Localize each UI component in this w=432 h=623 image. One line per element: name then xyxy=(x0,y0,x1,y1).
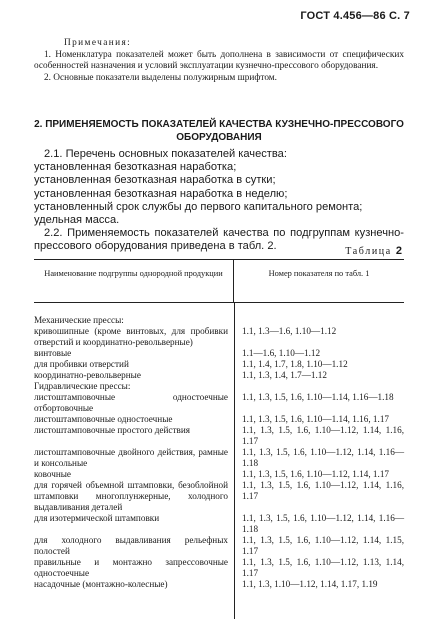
table-row xyxy=(34,414,404,425)
list-item: установленный срок службы до первого капитального ремонта; xyxy=(34,200,363,213)
row-value: 1.1, 1.3, 1.5, 1.6, 1.10—1.14, 1.16—1.18 xyxy=(242,392,394,402)
table-row xyxy=(34,381,404,392)
paragraph-2-2: 2.2. Применяемость показателей качества по подгруппам кузнечно-прессового оборудования приведена в табл. 2. xyxy=(34,227,404,253)
row-value: 1.1, 1.3, 1.5, 1.6, 1.10—1.12, 1.14, 1.16—1.18 xyxy=(242,513,404,534)
paragraph-2-1: 2.1. Перечень основных показателей качества: xyxy=(44,148,287,160)
table-row xyxy=(34,447,404,469)
applicability-table xyxy=(34,259,404,590)
row-name: для изотермической штамповки xyxy=(34,513,160,523)
table-row xyxy=(34,359,404,370)
section-title: 2. ПРИМЕНЯЕМОСТЬ ПОКАЗАТЕЛЕЙ КАЧЕСТВА КУЗНЕЧНО-ПРЕССОВОГО ОБОРУДОВАНИЯ xyxy=(34,119,404,143)
page-header: ГОСТ 4.456—86 С. 7 xyxy=(300,10,410,22)
table-row xyxy=(34,469,404,480)
note-item-1: 1. Номенклатура показателей может быть дополнена в зависимости от специфических особенностей назначения и условий эксплуатации кузнечно-прессового оборудования. xyxy=(34,49,404,72)
row-name: кривошипные (кроме винтовых, для пробивки отверстий и координатно-револьверные) xyxy=(34,326,228,347)
table-caption xyxy=(345,245,402,257)
row-value: 1.1, 1.3, 1.5, 1.6, 1.10—1.12, 1.14, 1.16, 1.17 xyxy=(242,425,404,446)
table-body xyxy=(34,303,404,590)
table-row xyxy=(34,535,404,557)
list-item: установленная безотказная наработка; xyxy=(34,161,237,174)
row-name: насадочные (монтажно-колесные) xyxy=(34,579,168,589)
row-name: для холодного выдавливания рельефных полостей xyxy=(34,535,228,556)
table-caption-label: Таблица xyxy=(345,246,392,257)
row-name: ковочные xyxy=(34,469,72,479)
row-value: 1.1, 1.3, 1.5, 1.6, 1.10—1.12, 1.14, 1.16, 1.17 xyxy=(242,480,404,501)
table-row xyxy=(34,370,404,381)
header-subgroup-name: Наименование подгруппы однородной продукции xyxy=(34,260,234,302)
row-value: 1.1, 1.3, 1.5, 1.6, 1.10—1.12, 1.14, 1.17 xyxy=(242,469,389,479)
row-value: 1.1, 1.3, 1.4, 1.7—1.12 xyxy=(242,370,327,380)
row-value: 1.1, 1.3, 1.5, 1.6, 1.10—1.12, 1.14, 1.16—1.18 xyxy=(242,447,404,468)
table-row xyxy=(34,392,404,414)
row-name: Гидравлические прессы: xyxy=(34,381,131,391)
row-value xyxy=(232,381,404,392)
table-row xyxy=(34,480,404,513)
row-value: 1.1, 1.3—1.6, 1.10—1.12 xyxy=(242,326,337,336)
table-row xyxy=(34,326,404,348)
row-name: листоштамповочные простого действия xyxy=(34,425,190,435)
list-item: установленная безотказная наработка в неделю; xyxy=(34,187,288,200)
row-name: для горячей объемной штамповки, безоблойной штамповки многоплунжерные, холодного выдавливания деталей xyxy=(34,480,228,512)
table-row xyxy=(34,425,404,447)
table-row xyxy=(34,315,404,326)
table-row xyxy=(34,348,404,359)
row-name: Механические прессы: xyxy=(34,315,124,325)
table-row xyxy=(34,579,404,590)
notes-block xyxy=(34,38,404,84)
row-value: 1.1, 1.3, 1.5, 1.6, 1.10—1.12, 1.14, 1.15, 1.17 xyxy=(242,535,404,556)
notes-title: Примечания: xyxy=(64,38,132,48)
row-name: винтовые xyxy=(34,348,72,358)
row-name: листоштамповочные одностоечные xyxy=(34,414,173,424)
row-name: правильные и монтажно запрессовочные одностоечные xyxy=(34,557,228,578)
row-value xyxy=(232,315,404,326)
table-header xyxy=(34,259,404,303)
note-item-2: 2. Основные показатели выделены полужирным шрифтом. xyxy=(44,72,278,83)
row-value: 1.1, 1.3, 1.5, 1.6, 1.10—1.12, 1.13, 1.14, 1.17 xyxy=(242,557,404,578)
row-name: листоштамповочные двойного действия, рамные и консольные xyxy=(34,447,228,468)
row-value: 1.1, 1.3, 1.10—1.12, 1.14, 1.17, 1.19 xyxy=(242,579,378,589)
row-name: координатно-револьверные xyxy=(34,370,141,380)
row-value: 1.1, 1.4, 1.7, 1.8, 1.10—1.12 xyxy=(242,359,348,369)
row-name: листоштамповочные одностоечные отбортовочные xyxy=(34,392,228,413)
row-value: 1.1—1.6, 1.10—1.12 xyxy=(242,348,321,358)
table-row xyxy=(34,557,404,579)
table-number: 2 xyxy=(395,245,402,257)
list-item: удельная масса. xyxy=(34,214,120,227)
row-value: 1.1, 1.3, 1.5, 1.6, 1.10—1.14, 1.16, 1.17 xyxy=(242,414,389,424)
table-row xyxy=(34,513,404,535)
list-item: установленная безотказная наработка в сутки; xyxy=(34,174,276,187)
section-body xyxy=(34,148,404,254)
row-name: для пробивки отверстий xyxy=(34,359,129,369)
header-indicator-number: Номер показателя по табл. 1 xyxy=(268,269,370,278)
